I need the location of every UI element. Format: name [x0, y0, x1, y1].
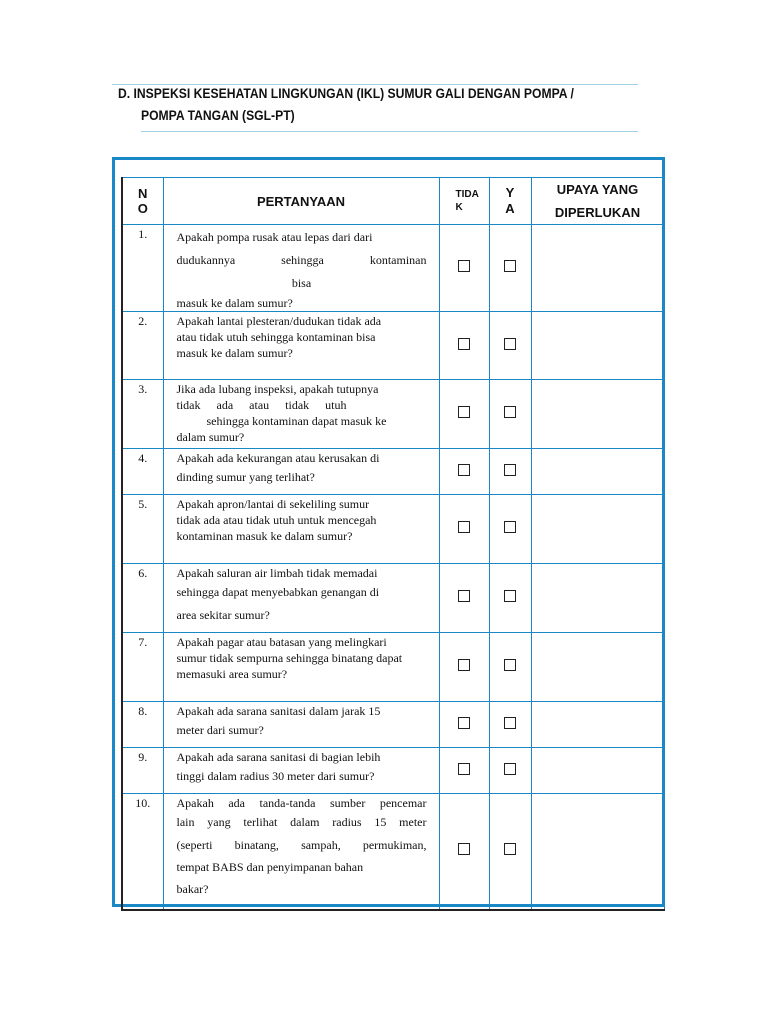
upaya-cell[interactable] [531, 633, 664, 702]
row-number: 3. [122, 380, 163, 449]
tidak-checkbox-cell[interactable] [439, 449, 489, 495]
ya-checkbox[interactable] [504, 590, 516, 602]
ya-checkbox-cell[interactable] [489, 449, 531, 495]
question-text: Apakah ada sarana sanitasi di bagian lebih tinggi dalam radius 30 meter dari sumur? [163, 748, 439, 794]
tidak-checkbox-cell[interactable] [439, 380, 489, 449]
tidak-checkbox[interactable] [458, 260, 470, 272]
tidak-checkbox[interactable] [458, 338, 470, 350]
question-text: Apakah ada kekurangan atau kerusakan di dinding sumur yang terlihat? [163, 449, 439, 495]
header-upaya: UPAYA YANG DIPERLUKAN [531, 178, 664, 225]
section-title-line-2: POMPA TANGAN (SGL-PT) [141, 108, 295, 123]
header-ya: Y A [489, 178, 531, 225]
header-tidak: TIDA K [439, 178, 489, 225]
ya-checkbox-cell[interactable] [489, 495, 531, 564]
tidak-checkbox-cell[interactable] [439, 495, 489, 564]
question-text: Apakah apron/lantai di sekeliling sumur tidak ada atau tidak utuh untuk mencegah kontaminan masuk ke dalam sumur? [163, 495, 439, 564]
question-text: Apakah pompa rusak atau lepas dari dari dudukannya sehingga kontaminan bisa masuk ke dalam sumur? [163, 225, 439, 312]
question-text: Apakah pagar atau batasan yang melingkari sumur tidak sempurna sehingga binatang dapat memasuki area sumur? [163, 633, 439, 702]
upaya-cell[interactable] [531, 225, 664, 312]
ya-checkbox[interactable] [504, 843, 516, 855]
ya-checkbox-cell[interactable] [489, 794, 531, 910]
row-number: 8. [122, 702, 163, 748]
row-number: 4. [122, 449, 163, 495]
table-row [122, 564, 664, 633]
ya-checkbox-cell[interactable] [489, 748, 531, 794]
row-number: 5. [122, 495, 163, 564]
title-bottom-rule [141, 131, 638, 132]
tidak-checkbox-cell[interactable] [439, 748, 489, 794]
table-row [122, 702, 664, 748]
upaya-cell[interactable] [531, 794, 664, 910]
tidak-checkbox[interactable] [458, 659, 470, 671]
tidak-checkbox[interactable] [458, 406, 470, 418]
table-row [122, 748, 664, 794]
tidak-checkbox-cell[interactable] [439, 794, 489, 910]
ya-checkbox[interactable] [504, 464, 516, 476]
upaya-cell[interactable] [531, 312, 664, 380]
row-number: 10. [122, 794, 163, 910]
title-top-rule [112, 84, 638, 85]
upaya-cell[interactable] [531, 449, 664, 495]
upaya-cell[interactable] [531, 495, 664, 564]
row-number: 6. [122, 564, 163, 633]
row-number: 2. [122, 312, 163, 380]
tidak-checkbox[interactable] [458, 521, 470, 533]
ya-checkbox[interactable] [504, 717, 516, 729]
upaya-cell[interactable] [531, 748, 664, 794]
upaya-cell[interactable] [531, 380, 664, 449]
tidak-checkbox-cell[interactable] [439, 564, 489, 633]
ya-checkbox-cell[interactable] [489, 380, 531, 449]
table-row [122, 794, 664, 910]
ya-checkbox-cell[interactable] [489, 564, 531, 633]
ya-checkbox[interactable] [504, 763, 516, 775]
table-row [122, 449, 664, 495]
question-text: Apakah ada tanda-tanda sumber pencemar lain yang terlihat dalam radius 15 meter (seperti binatang, sampah, permukiman, tempat BABS dan penyimpanan bahan bakar? [163, 794, 439, 910]
header-question: PERTANYAAN [163, 178, 439, 225]
ya-checkbox-cell[interactable] [489, 702, 531, 748]
table-row [122, 225, 664, 312]
header-row [122, 178, 664, 225]
question-text: Jika ada lubang inspeksi, apakah tutupnya tidak ada atau tidak utuh sehingga kontaminan dapat masuk ke dalam sumur? [163, 380, 439, 449]
tidak-checkbox[interactable] [458, 590, 470, 602]
ya-checkbox[interactable] [504, 260, 516, 272]
upaya-cell[interactable] [531, 702, 664, 748]
question-text: Apakah saluran air limbah tidak memadai sehingga dapat menyebabkan genangan di area sekitar sumur? [163, 564, 439, 633]
tidak-checkbox[interactable] [458, 717, 470, 729]
tidak-checkbox-cell[interactable] [439, 702, 489, 748]
ya-checkbox[interactable] [504, 659, 516, 671]
ya-checkbox[interactable] [504, 521, 516, 533]
ya-checkbox-cell[interactable] [489, 633, 531, 702]
table-row [122, 380, 664, 449]
tidak-checkbox[interactable] [458, 464, 470, 476]
inspection-table [121, 177, 665, 911]
header-no: N O [122, 178, 163, 225]
row-number: 1. [122, 225, 163, 312]
ya-checkbox[interactable] [504, 338, 516, 350]
tidak-checkbox[interactable] [458, 763, 470, 775]
row-number: 7. [122, 633, 163, 702]
ya-checkbox-cell[interactable] [489, 312, 531, 380]
question-text: Apakah ada sarana sanitasi dalam jarak 15 meter dari sumur? [163, 702, 439, 748]
table-row [122, 495, 664, 564]
section-title-line-1: D. INSPEKSI KESEHATAN LINGKUNGAN (IKL) SUMUR GALI DENGAN POMPA / [118, 86, 574, 101]
tidak-checkbox-cell[interactable] [439, 633, 489, 702]
table-row [122, 312, 664, 380]
tidak-checkbox-cell[interactable] [439, 225, 489, 312]
table-row [122, 633, 664, 702]
question-text: Apakah lantai plesteran/dudukan tidak ada atau tidak utuh sehingga kontaminan bisa masuk ke dalam sumur? [163, 312, 439, 380]
tidak-checkbox[interactable] [458, 843, 470, 855]
upaya-cell[interactable] [531, 564, 664, 633]
tidak-checkbox-cell[interactable] [439, 312, 489, 380]
row-number: 9. [122, 748, 163, 794]
ya-checkbox-cell[interactable] [489, 225, 531, 312]
ya-checkbox[interactable] [504, 406, 516, 418]
